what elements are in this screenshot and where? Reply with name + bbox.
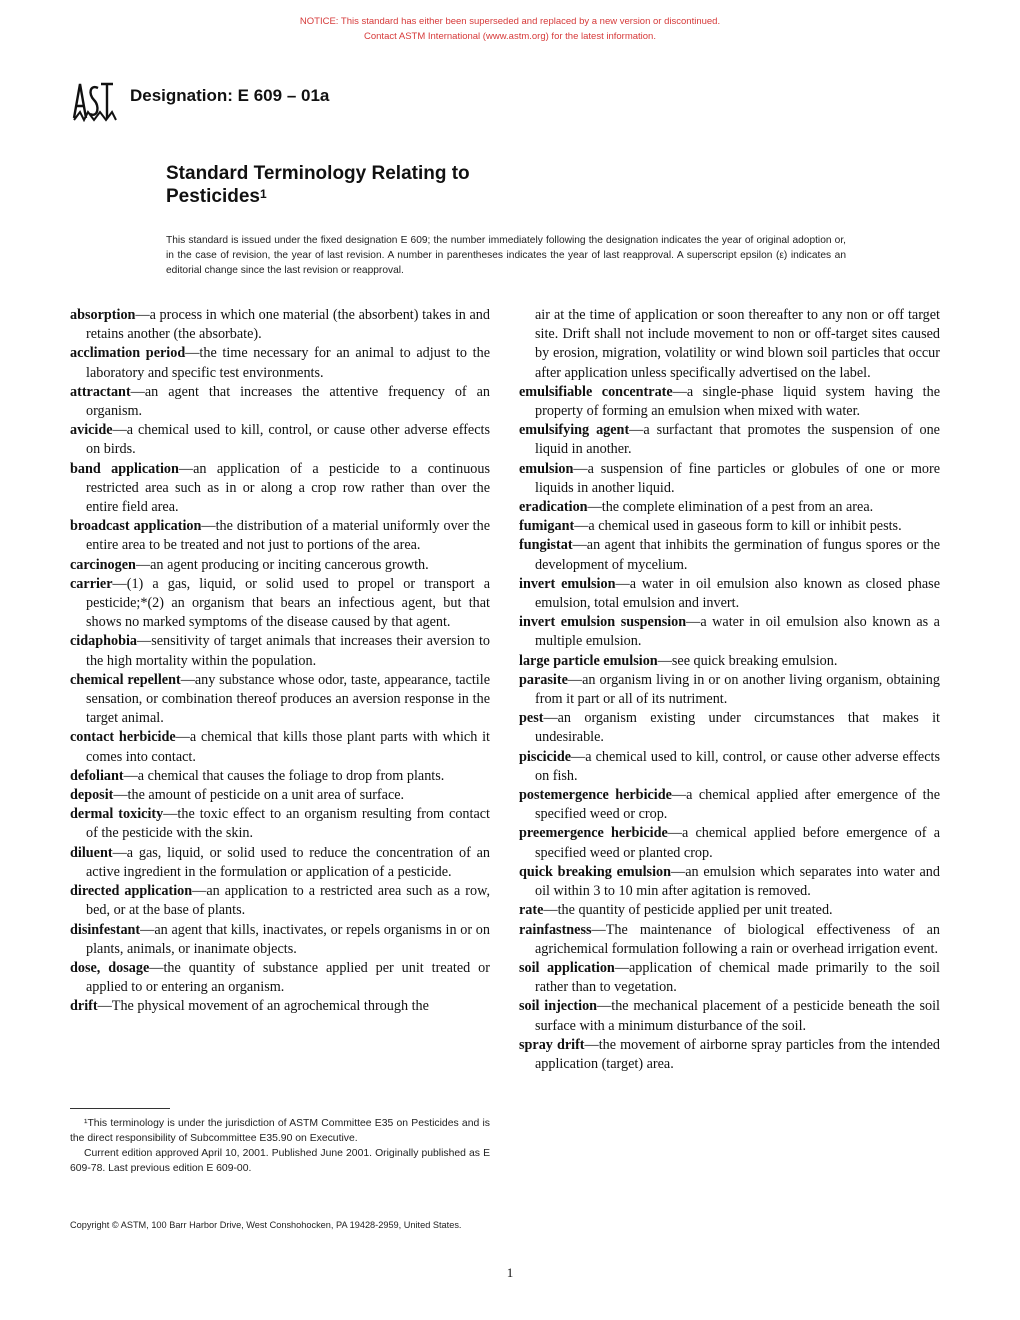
- term: dermal toxicity: [70, 806, 164, 823]
- term-entry: [70, 383, 490, 421]
- copyright: Copyright © ASTM, 100 Barr Harbor Drive, West Conshohocken, PA 19428-2959, United States.: [70, 1220, 462, 1230]
- term: dose, dosage: [70, 959, 150, 976]
- term: directed application: [70, 883, 193, 900]
- definition: —a surfactant that promotes the suspension of one liquid in another.: [535, 422, 940, 458]
- term-entry: [70, 882, 490, 920]
- term-entry: [70, 575, 490, 633]
- term-entry: [519, 421, 940, 459]
- term: avicide: [70, 422, 113, 439]
- notice-line-1: NOTICE: This standard has either been superseded and replaced by a new version or discontinued.: [299, 16, 721, 27]
- term-entry: [519, 652, 940, 671]
- term-entry: [519, 613, 940, 651]
- term-entry: [519, 786, 940, 824]
- term-entry: [70, 805, 490, 843]
- definition: —the distribution of a material uniformly over the entire area to be treated and not just to portions of the area.: [86, 518, 490, 554]
- term-entry: [70, 517, 490, 555]
- definition: —a chemical used to kill, control, or cause other adverse effects on fish.: [535, 748, 940, 784]
- definition: —an application to a restricted area such as a row, bed, or at the base of plants.: [86, 883, 490, 919]
- term: acclimation period: [70, 345, 186, 362]
- definition: —The maintenance of biological effectiveness of an agrichemical formulation following a rain or overhead irrigation event.: [535, 921, 940, 957]
- definition: —a single-phase liquid system having the property of forming an emulsion when mixed with water.: [535, 383, 941, 420]
- term-entry: [519, 575, 940, 613]
- footnotes: [70, 1116, 490, 1176]
- footnote-edition: Current edition approved April 10, 2001. Published June 2001. Originally published as E 609-78. Last previous edition E 609-00.: [70, 1148, 490, 1174]
- notice-line-2: Contact ASTM International (www.astm.org) for the latest information.: [364, 31, 656, 42]
- definition: —an organism living in or on another living organism, obtaining from it part or all of its nutriment.: [535, 671, 940, 708]
- term-entry: [519, 921, 940, 959]
- definition: —a water in oil emulsion also known as closed phase emulsion, total emulsion and invert.: [535, 575, 940, 612]
- term-entry: [70, 306, 490, 344]
- drift-continuation: air at the time of application or soon thereafter to any non or off target site. Drift shall not include movement to non or off-target sites caused by erosion, migration, volatility or wind blown soil particles that occur after application unless specifically advertised on the label.: [535, 307, 940, 381]
- term-entry: [70, 997, 490, 1016]
- definition: —a chemical used in gaseous form to kill or inhibit pests.: [574, 518, 902, 535]
- term: spray drift: [519, 1036, 585, 1053]
- term: contact herbicide: [70, 729, 176, 746]
- definition: —an agent that kills, inactivates, or repels organisms in or on plants, animals, or inanimate objects.: [86, 921, 490, 957]
- definition: —the quantity of pesticide applied per unit treated.: [543, 902, 833, 919]
- term: attractant: [70, 383, 131, 400]
- term-entry: [519, 671, 940, 709]
- definition: —a chemical that kills those plant parts with which it comes into contact.: [86, 729, 490, 765]
- term: fumigant: [519, 518, 575, 535]
- term: chemical repellent: [70, 671, 181, 688]
- term-entry: [519, 1036, 940, 1074]
- term-entry: [70, 421, 490, 459]
- term: parasite: [519, 671, 568, 688]
- term: emulsifying agent: [519, 422, 630, 439]
- term-entry: [70, 632, 490, 670]
- definition: —a chemical applied before emergence of a specified weed or planted crop.: [535, 825, 941, 861]
- preamble: This standard is issued under the fixed designation E 609; the number immediately following the designation indicates the year of original adoption or, in the case of revision, the year of last revision. A number in parentheses indicates the year of last reapproval. A superscript epsilon (ε) indicates an editorial change since the last revision or reapproval.: [166, 235, 846, 276]
- term: pest: [519, 710, 544, 727]
- term: emulsifiable concentrate: [519, 383, 673, 400]
- term-entry: [519, 959, 940, 997]
- term-entry: [70, 460, 490, 518]
- page-number: 1: [506, 1265, 514, 1280]
- title-line-2: Pesticides: [166, 186, 260, 207]
- term-entry: [519, 997, 940, 1035]
- term: absorption: [70, 307, 136, 323]
- definition: —The physical movement of an agrochemical through the: [97, 998, 429, 1015]
- definition: —the quantity of substance applied per unit treated or applied to or entering an organism.: [86, 959, 490, 996]
- definition: —the time necessary for an animal to adjust to the laboratory and specific test environments.: [86, 345, 490, 381]
- definition: —application of chemical made primarily to the soil rather than to vegetation.: [535, 959, 940, 996]
- term: carcinogen: [70, 556, 136, 573]
- definition: —the mechanical placement of a pesticide beneath the soil surface with a minimum disturbance of the soil.: [535, 998, 940, 1034]
- definition: —any substance whose odor, taste, appearance, tactile sensation, or combination thereof produces an aversion response in the target animal.: [86, 671, 490, 727]
- term-entry: [70, 728, 490, 766]
- term: disinfestant: [70, 921, 141, 938]
- definition: —an agent that increases the attentive frequency of an organism.: [86, 383, 490, 420]
- definition: —a process in which one material (the absorbent) takes in and retains another (the absorbate).: [86, 307, 490, 343]
- definition: —a suspension of fine particles or globules of one or more liquids in another liquid.: [535, 460, 940, 496]
- footnote-1: ¹This terminology is under the jurisdiction of ASTM Committee E35 on Pesticides and is the direct responsibility of Subcommittee E35.90 on Executive.: [70, 1118, 490, 1144]
- term-entry: [70, 767, 490, 786]
- definition: —(1) a gas, liquid, or solid used to propel or transport a pesticide;*(2) an organism that bears an infectious agent, but that shows no marked symptoms of the disease caused by that agent.: [86, 575, 490, 631]
- term-entry: [519, 460, 940, 498]
- term-entry: [519, 901, 940, 920]
- definition: —the movement of airborne spray particles from the intended application (target) area.: [535, 1036, 940, 1072]
- term-entry: [70, 671, 490, 729]
- astm-logo: [70, 80, 120, 122]
- right-column: [519, 306, 940, 1074]
- term-entry: [519, 824, 940, 862]
- left-column: [70, 306, 490, 1017]
- term: invert emulsion suspension: [519, 614, 687, 631]
- term: emulsion: [519, 460, 574, 477]
- definition: —an organism existing under circumstances that makes it undesirable.: [535, 710, 940, 746]
- term: fungistat: [519, 537, 573, 554]
- title-footnote-mark: 1: [260, 187, 267, 201]
- term: eradication: [519, 499, 588, 516]
- term: preemergence herbicide: [519, 825, 668, 842]
- term: drift: [70, 998, 98, 1015]
- supersede-notice: [0, 14, 1020, 44]
- astm-logo-text: ASTM: [70, 80, 73, 81]
- term: quick breaking emulsion: [519, 863, 671, 880]
- definition: —sensitivity of target animals that increases their aversion to the high mortality within the population.: [86, 633, 490, 669]
- term: defoliant: [70, 767, 124, 784]
- term-entry: [70, 921, 490, 959]
- definition: —see quick breaking emulsion.: [657, 652, 838, 669]
- page-title: [166, 162, 470, 208]
- designation: Designation: E 609 – 01a: [130, 86, 330, 105]
- term-entry: [70, 786, 490, 805]
- term-entry: [519, 748, 940, 786]
- term: large particle emulsion: [519, 652, 658, 669]
- definition: —a chemical used to kill, control, or cause other adverse effects on birds.: [86, 422, 490, 458]
- term-entry: [70, 344, 490, 382]
- definition: —a water in oil emulsion also known as a multiple emulsion.: [535, 614, 940, 650]
- definition: —the toxic effect to an organism resulting from contact of the pesticide with the skin.: [86, 806, 491, 842]
- term-entry: [519, 383, 940, 421]
- definition: —the complete elimination of a pest from an area.: [587, 499, 874, 516]
- title-line-1: Standard Terminology Relating to: [166, 163, 470, 184]
- term: piscicide: [519, 748, 572, 765]
- term-entry: [70, 959, 490, 997]
- definition: —a chemical applied after emergence of the specified weed or crop.: [535, 787, 941, 823]
- definition: —an application of a pesticide to a continuous restricted area such as in or along a crop row rather than over the entire field area.: [86, 460, 490, 516]
- term-entry: [519, 517, 940, 536]
- term-entry: [519, 536, 940, 574]
- definition: —the amount of pesticide on a unit area of surface.: [113, 787, 405, 804]
- term-entry: [70, 556, 490, 575]
- definition: —a chemical that causes the foliage to drop from plants.: [123, 767, 445, 784]
- term-entry: [519, 863, 940, 901]
- footnote-divider: [70, 1108, 170, 1109]
- term: soil injection: [519, 998, 598, 1015]
- term: soil application: [519, 959, 615, 976]
- definition: —a gas, liquid, or solid used to reduce the concentration of an active ingredient in the formulation or application of a pesticide.: [86, 844, 490, 880]
- definition: —an emulsion which separates into water and oil within 3 to 10 min after agitation is removed.: [535, 863, 940, 900]
- term-entry: [519, 709, 940, 747]
- term: deposit: [70, 787, 114, 804]
- term: broadcast application: [70, 518, 202, 535]
- definition: —an agent that inhibits the germination of fungus spores or the development of mycelium.: [535, 537, 940, 573]
- term: postemergence herbicide: [519, 787, 672, 804]
- term: carrier: [70, 575, 113, 592]
- term-entry: [70, 844, 490, 882]
- term: rate: [519, 902, 544, 919]
- term: diluent: [70, 844, 113, 861]
- term: invert emulsion: [519, 575, 616, 592]
- term-entry: [519, 498, 940, 517]
- definition: —an agent producing or inciting cancerous growth.: [135, 556, 429, 573]
- term: rainfastness: [519, 921, 592, 938]
- term: cidaphobia: [70, 633, 138, 650]
- term: band application: [70, 460, 179, 477]
